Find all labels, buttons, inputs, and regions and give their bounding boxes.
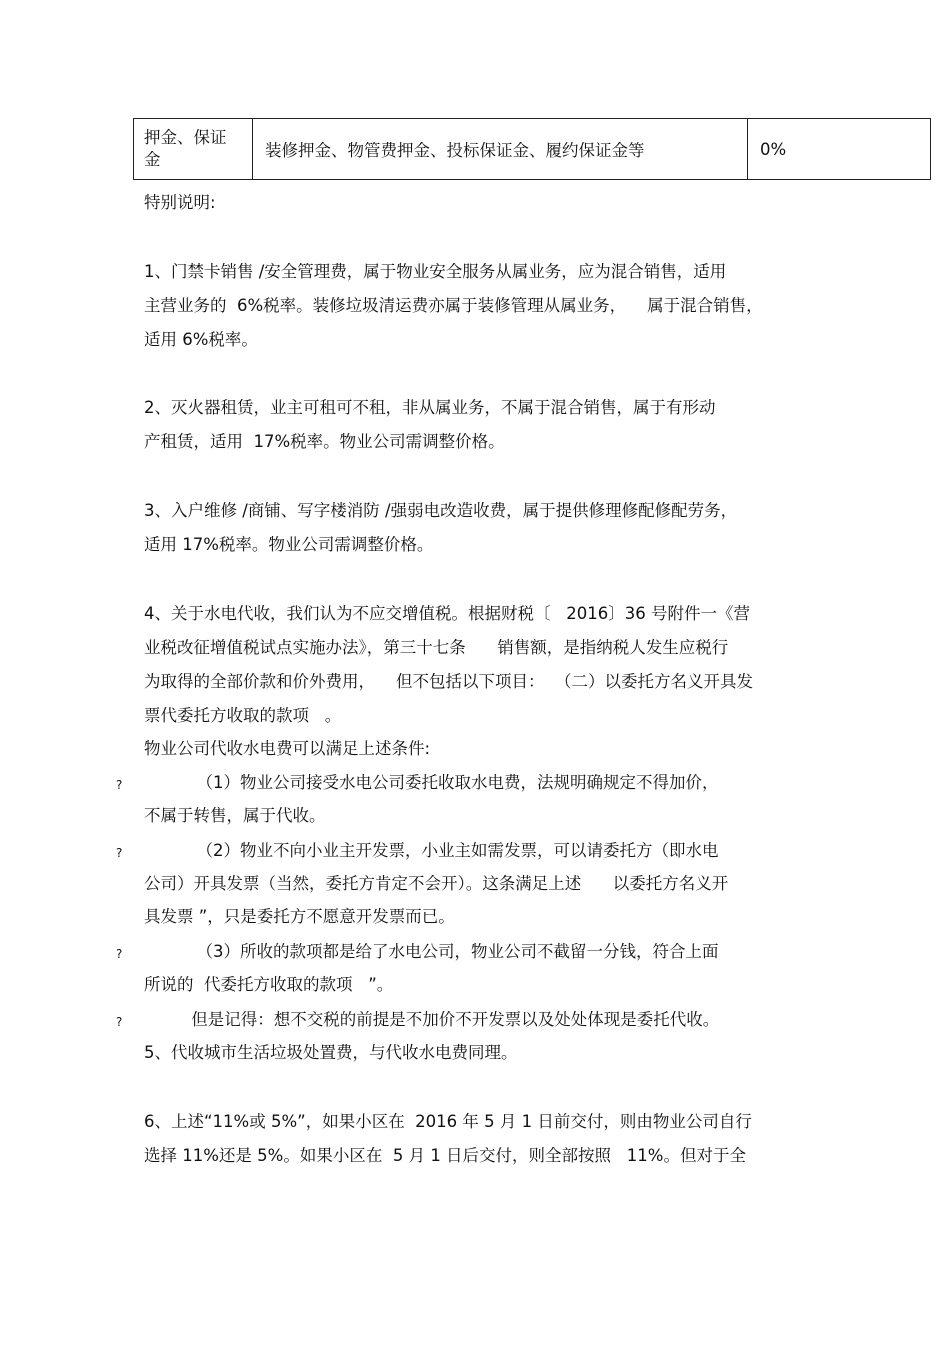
paragraph-line: 票代委托方收取的款项 。 bbox=[144, 706, 342, 725]
paragraph-line: 但是记得：想不交税的前提是不加价不开发票以及处处体现是委托代收。 bbox=[144, 1010, 720, 1029]
paragraph-line: 所说的 代委托方收取的款项 ”。 bbox=[144, 975, 394, 994]
paragraph-line: （3）所收的款项都是给了水电公司，物业公司不截留一分钱，符合上面 bbox=[144, 942, 719, 961]
paragraph-line: 主营业务的 6%税率。装修垃圾清运费亦属于装修管理从属业务， 属于混合销售， bbox=[144, 296, 763, 315]
paragraph-line: 产租赁，适用 17%税率。物业公司需调整价格。 bbox=[144, 432, 505, 451]
items-cell: 装修押金、物管费押金、投标保证金、履约保证金等 bbox=[253, 119, 748, 179]
tax-rate-table bbox=[133, 118, 931, 180]
bullet-marker: ? bbox=[116, 1015, 123, 1029]
category-line-2: 金 bbox=[144, 150, 161, 169]
paragraph-line: 1、门禁卡销售 /安全管理费，属于物业安全服务从属业务，应为混合销售，适用 bbox=[144, 262, 727, 281]
paragraph-line: 不属于转售，属于代收。 bbox=[144, 806, 326, 825]
category-cell bbox=[134, 119, 253, 179]
paragraph-line: （1）物业公司接受水电公司委托收取水电费，法规明确规定不得加价， bbox=[144, 773, 719, 792]
paragraph-line: 2、灭火器租赁，业主可租可不租，非从属业务，不属于混合销售，属于有形动 bbox=[144, 398, 716, 417]
paragraph-line: 3、入户维修 /商铺、写字楼消防 /强弱电改造收费，属于提供修理修配修配劳务， bbox=[144, 501, 738, 520]
category-line-1: 押金、保证 bbox=[144, 128, 227, 147]
paragraph-line: 适用 6%税率。 bbox=[144, 330, 258, 349]
paragraph-line: 具发票 ”，只是委托方不愿意开发票而已。 bbox=[144, 907, 455, 926]
paragraph-line: 适用 17%税率。物业公司需调整价格。 bbox=[144, 535, 434, 554]
bullet-marker: ? bbox=[116, 846, 123, 860]
paragraph-line: 公司）开具发票（当然，委托方肯定不会开）。这条满足上述 以委托方名义开 bbox=[144, 874, 729, 893]
paragraph-line: 物业公司代收水电费可以满足上述条件: bbox=[144, 739, 431, 758]
paragraph-line: 选择 11%还是 5%。如果小区在 5 月 1 日后交付，则全部按照 11%。但对于全 bbox=[144, 1146, 746, 1165]
special-notes-heading: 特别说明: bbox=[144, 193, 216, 212]
paragraph-line: （2）物业不向小业主开发票，小业主如需发票，可以请委托方（即水电 bbox=[144, 841, 719, 860]
paragraph-line: 5、代收城市生活垃圾处置费，与代收水电费同理。 bbox=[144, 1043, 518, 1062]
paragraph-line: 业税改征增值税试点实施办法》，第三十七条 销售额，是指纳税人发生应税行 bbox=[144, 638, 729, 657]
paragraph-line: 6、上述“11%或 5%”，如果小区在 2016 年 5 月 1 日前交付，则由物业公司自行 bbox=[144, 1112, 752, 1131]
bullet-marker: ? bbox=[116, 947, 123, 961]
bullet-marker: ? bbox=[116, 778, 123, 792]
paragraph-line: 为取得的全部价款和价外费用， 但不包括以下项目： （二）以委托方名义开具发 bbox=[144, 672, 753, 691]
rate-cell: 0% bbox=[760, 139, 787, 159]
paragraph-line: 4、关于水电代收，我们认为不应交增值税。根据财税〔 2016〕36 号附件一《营 bbox=[144, 604, 750, 623]
